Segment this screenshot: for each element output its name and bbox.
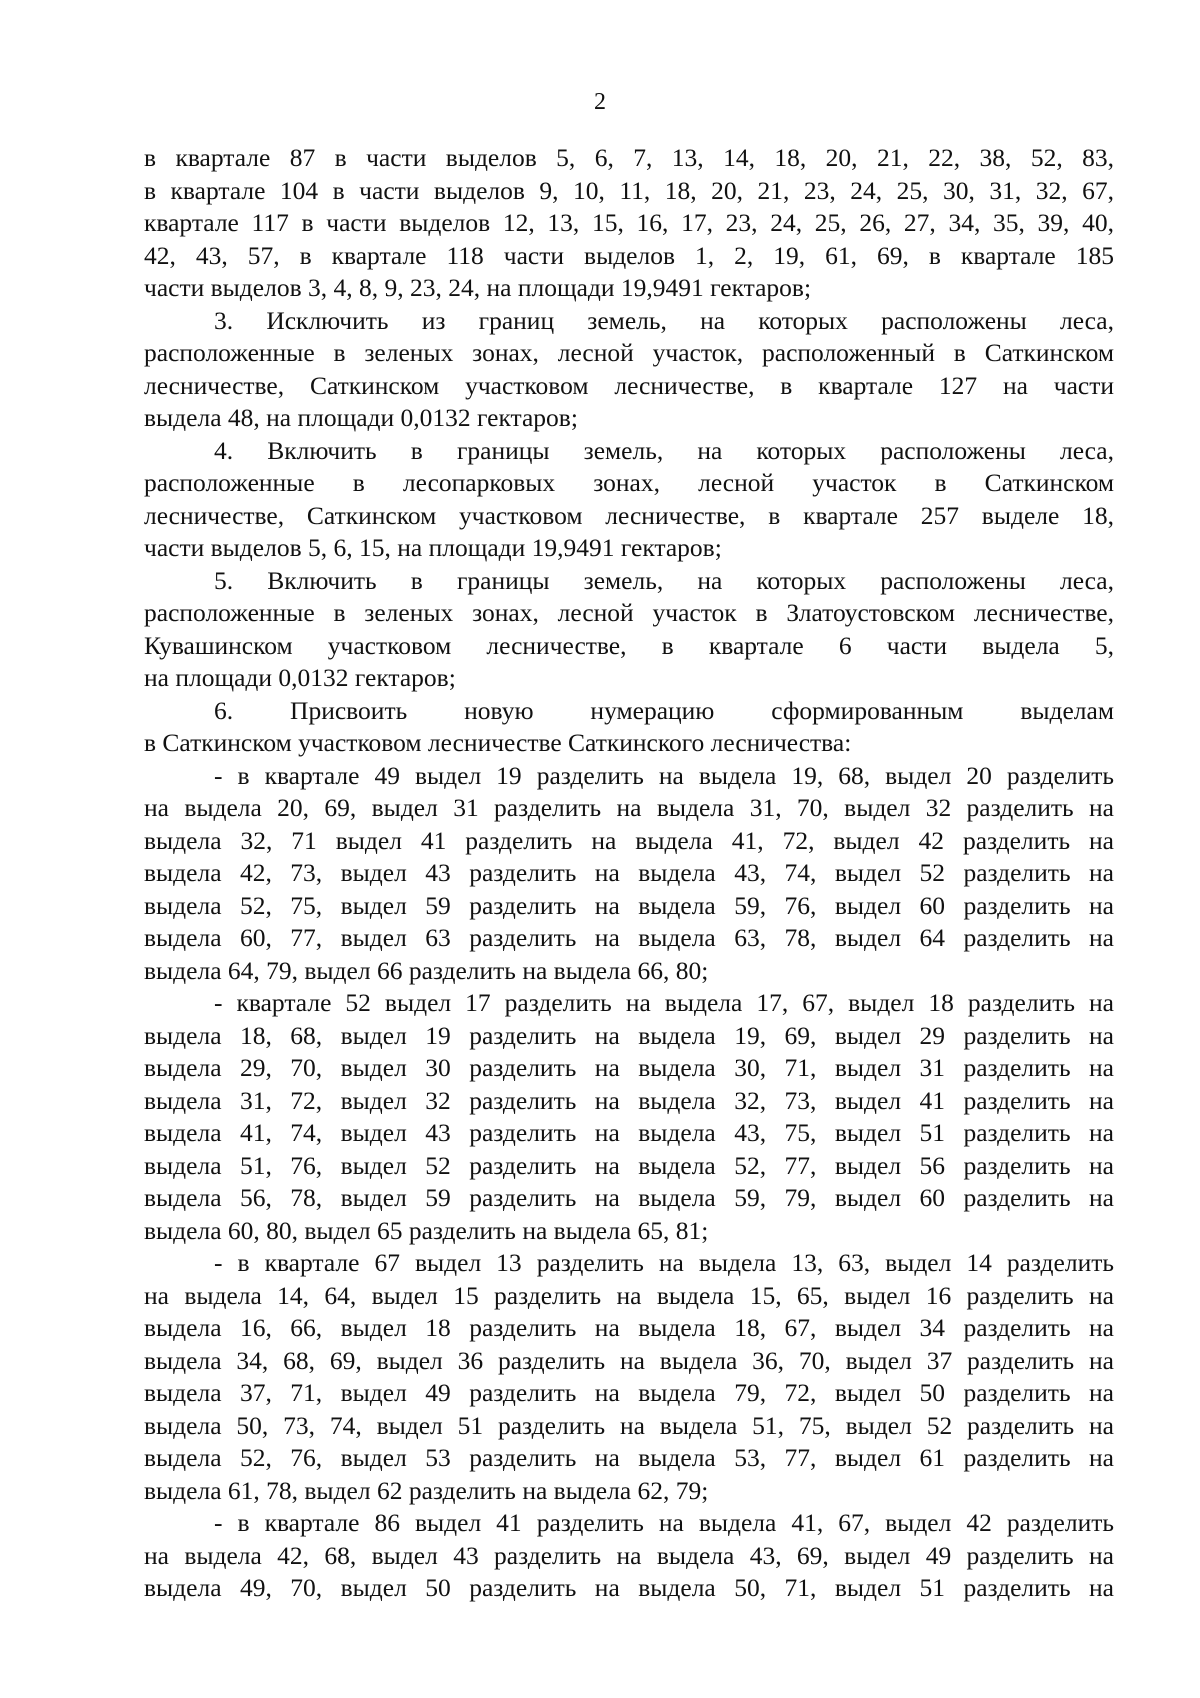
text-line (144, 825, 1114, 858)
text-line (144, 1150, 1114, 1183)
text-line (144, 1182, 1114, 1215)
text-line (144, 955, 1114, 988)
text-line-content: в Саткинском участковом лесничестве Саткинского лесничества: (144, 728, 852, 757)
text-line-content: на площади 0,0132 гектаров; (144, 663, 456, 692)
text-line (144, 792, 1114, 825)
text-line (144, 1085, 1114, 1118)
text-line (144, 272, 1114, 305)
text-line (144, 1410, 1114, 1443)
text-line-content: выдела 60, 80, выдел 65 разделить на выдела 65, 81; (144, 1215, 709, 1245)
text-line-content: - в квартале 86 выдел 41 разделить на выдела 41, 67, выдел 42 разделить (214, 1508, 1114, 1537)
text-line (144, 1280, 1114, 1313)
text-line-content: Кувашинском участковом лесничестве, в квартале 6 части выдела 5, (144, 630, 1114, 660)
page-number: 2 (594, 89, 606, 115)
text-line-content: выдела 50, 73, 74, выдел 51 разделить на выдела 51, 75, выдел 52 разделить на (144, 1410, 1114, 1440)
text-line-content: на выдела 20, 69, выдел 31 разделить на выдела 31, 70, выдел 32 разделить на (144, 793, 1114, 822)
text-line-content: выдела 29, 70, выдел 30 разделить на выдела 30, 71, выдел 31 разделить на (144, 1053, 1114, 1082)
text-line (144, 760, 1114, 793)
text-line (144, 1572, 1114, 1605)
text-line-content: выдела 64, 79, выдел 66 разделить на выдела 66, 80; (144, 955, 709, 985)
text-line-content: в квартале 104 в части выделов 9, 10, 11, 18, 20, 21, 23, 24, 25, 30, 31, 32, 67, (144, 175, 1114, 205)
text-line-content: на выдела 42, 68, выдел 43 разделить на выдела 43, 69, выдел 49 разделить на (144, 1540, 1114, 1570)
text-line (144, 1345, 1114, 1378)
text-line (144, 1507, 1114, 1540)
text-line-content: на выдела 14, 64, выдел 15 разделить на выдела 15, 65, выдел 16 разделить на (144, 1280, 1114, 1310)
text-line (144, 402, 1114, 435)
text-line (144, 142, 1114, 175)
text-line-content: выдела 51, 76, выдел 52 разделить на выдела 52, 77, выдел 56 разделить на (144, 1150, 1114, 1180)
text-line-content: выдела 32, 71 выдел 41 разделить на выдела 41, 72, выдел 42 разделить на (144, 825, 1114, 855)
text-line (144, 727, 1114, 760)
text-line-content: выдела 42, 73, выдел 43 разделить на выдела 43, 74, выдел 52 разделить на (144, 858, 1114, 887)
text-line (144, 1475, 1114, 1508)
text-line (144, 1215, 1114, 1248)
text-line-content: расположенные в зеленых зонах, лесной участок в Златоустовском лесничестве, (144, 598, 1114, 627)
text-line (144, 370, 1114, 403)
text-line (144, 565, 1114, 598)
text-line-content: выдела 37, 71, выдел 49 разделить на выдела 79, 72, выдел 50 разделить на (144, 1378, 1114, 1407)
text-line (144, 1117, 1114, 1150)
text-line-content: части выделов 5, 6, 15, на площади 19,9491 гектаров; (144, 533, 722, 562)
text-line (144, 1540, 1114, 1573)
text-line-content: выдела 56, 78, выдел 59 разделить на выдела 59, 79, выдел 60 разделить на (144, 1183, 1114, 1212)
text-line (144, 1020, 1114, 1053)
text-line (144, 500, 1114, 533)
text-line-content: выдела 49, 70, выдел 50 разделить на выдела 50, 71, выдел 51 разделить на (144, 1573, 1114, 1602)
text-line (144, 1312, 1114, 1345)
text-line (144, 305, 1114, 338)
text-line-content: в квартале 87 в части выделов 5, 6, 7, 13, 14, 18, 20, 21, 22, 38, 52, 83, (144, 143, 1114, 172)
text-line-content: выдела 16, 66, выдел 18 разделить на выдела 18, 67, выдел 34 разделить на (144, 1313, 1114, 1342)
text-line-content: расположенные в лесопарковых зонах, лесной участок в Саткинском (144, 468, 1114, 497)
text-line-content: выдела 41, 74, выдел 43 разделить на выдела 43, 75, выдел 51 разделить на (144, 1118, 1114, 1147)
text-line-content: части выделов 3, 4, 8, 9, 23, 24, на площади 19,9491 гектаров; (144, 273, 812, 302)
text-line-content: - квартале 52 выдел 17 разделить на выдела 17, 67, выдел 18 разделить на (214, 988, 1114, 1017)
text-line-content: выдела 52, 75, выдел 59 разделить на выдела 59, 76, выдел 60 разделить на (144, 890, 1114, 920)
text-line (144, 630, 1114, 663)
text-line-content: 5. Включить в границы земель, на которых расположены леса, (214, 565, 1114, 595)
text-line (144, 435, 1114, 468)
text-line (144, 207, 1114, 240)
text-line-content: лесничестве, Саткинском участковом лесничестве, в квартале 257 выделе 18, (144, 500, 1114, 530)
text-line-content: выдела 18, 68, выдел 19 разделить на выдела 19, 69, выдел 29 разделить на (144, 1020, 1114, 1050)
text-line-content: выдела 48, на площади 0,0132 гектаров; (144, 403, 578, 432)
text-line-content: выдела 34, 68, 69, выдел 36 разделить на выдела 36, 70, выдел 37 разделить на (144, 1345, 1114, 1375)
text-line-content: выдела 52, 76, выдел 53 разделить на выдела 53, 77, выдел 61 разделить на (144, 1443, 1114, 1472)
text-line (144, 1247, 1114, 1280)
text-line (144, 1442, 1114, 1475)
text-line-content: квартале 117 в части выделов 12, 13, 15, 16, 17, 23, 24, 25, 26, 27, 34, 35, 39, 40, (144, 208, 1114, 237)
text-line (144, 175, 1114, 208)
text-line (144, 987, 1114, 1020)
text-line (144, 1377, 1114, 1410)
text-line-content: - в квартале 67 выдел 13 разделить на выдела 13, 63, выдел 14 разделить (214, 1248, 1114, 1277)
document-body (144, 142, 1114, 1605)
text-line (144, 597, 1114, 630)
text-line-content: лесничестве, Саткинском участковом лесничестве, в квартале 127 на части (144, 370, 1114, 400)
text-line (144, 337, 1114, 370)
text-line (144, 467, 1114, 500)
text-line (144, 240, 1114, 273)
text-line (144, 890, 1114, 923)
text-line (144, 857, 1114, 890)
text-line-content: 6. Присвоить новую нумерацию сформированным выделам (214, 695, 1114, 725)
text-line-content: выдела 60, 77, выдел 63 разделить на выдела 63, 78, выдел 64 разделить на (144, 923, 1114, 952)
text-line-content: 4. Включить в границы земель, на которых расположены леса, (214, 435, 1114, 465)
text-line (144, 1052, 1114, 1085)
text-line (144, 922, 1114, 955)
text-line-content: выдела 31, 72, выдел 32 разделить на выдела 32, 73, выдел 41 разделить на (144, 1085, 1114, 1115)
text-line (144, 662, 1114, 695)
text-line-content: 42, 43, 57, в квартале 118 части выделов 1, 2, 19, 61, 69, в квартале 185 (144, 240, 1114, 270)
text-line-content: расположенные в зеленых зонах, лесной участок, расположенный в Саткинском (144, 338, 1114, 367)
text-line-content: выдела 61, 78, выдел 62 разделить на выдела 62, 79; (144, 1475, 709, 1505)
text-line-content: 3. Исключить из границ земель, на которых расположены леса, (214, 305, 1114, 335)
text-line-content: - в квартале 49 выдел 19 разделить на выдела 19, 68, выдел 20 разделить (214, 760, 1114, 790)
text-line (144, 532, 1114, 565)
text-line (144, 695, 1114, 728)
